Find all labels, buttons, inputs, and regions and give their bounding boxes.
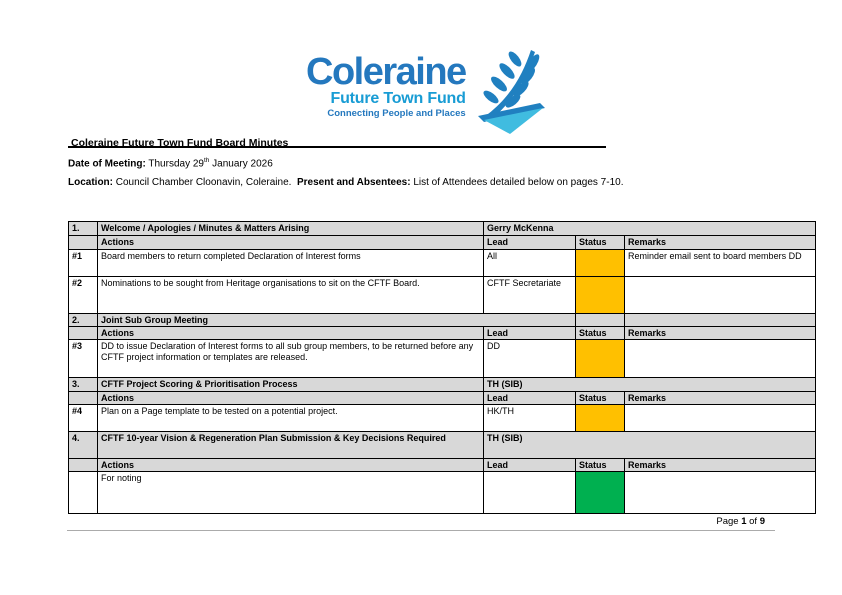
section-row-1 [69, 222, 816, 236]
item-lead: HK/TH [484, 405, 576, 432]
cftf-logo [306, 48, 552, 134]
section-lead: TH (SIB) [484, 432, 816, 459]
header-remarks: Remarks [625, 392, 816, 405]
header-remarks: Remarks [625, 459, 816, 472]
header-number-cell [69, 236, 98, 250]
header-actions: Actions [98, 392, 484, 405]
section-row-4 [69, 432, 816, 459]
column-header-row [69, 459, 816, 472]
item-action: Nominations to be sought from Heritage organisations to sit on the CFTF Board. [98, 277, 484, 314]
present-label: Present and Absentees: [296, 177, 411, 188]
section-row-2 [69, 314, 816, 327]
column-header-row [69, 392, 816, 405]
header-status: Status [576, 236, 625, 250]
page-number: 1 [741, 516, 747, 527]
item-lead: All [484, 250, 576, 277]
item-action: DD to issue Declaration of Interest forms to all sub group members, to be returned before any CFTF project information or templates are released. [98, 340, 484, 378]
item-status-cell [576, 472, 625, 514]
section-row-3 [69, 378, 816, 392]
item-action: Plan on a Page template to be tested on a potential project. [98, 405, 484, 432]
section-empty-remarks [625, 314, 816, 327]
leaf-swoosh-icon [470, 48, 552, 134]
action-item-row [69, 340, 816, 378]
location-value: Council Chamber Cloonavin, Coleraine. [113, 177, 297, 188]
date-value-rest: January 2026 [209, 158, 273, 170]
action-item-row [69, 405, 816, 432]
header-actions: Actions [98, 327, 484, 340]
page-prefix: Page [716, 516, 742, 527]
minutes-table [68, 221, 816, 514]
logo-tagline: Connecting People and Places [327, 107, 466, 119]
header-lead: Lead [484, 327, 576, 340]
item-lead [484, 472, 576, 514]
item-number: #4 [69, 405, 98, 432]
action-item-row [69, 250, 816, 277]
header-lead: Lead [484, 236, 576, 250]
item-remarks: Reminder email sent to board members DD [625, 250, 816, 277]
date-value: Thursday 29 [145, 158, 204, 170]
item-action: Board members to return completed Declaration of Interest forms [98, 250, 484, 277]
item-remarks [625, 405, 816, 432]
item-lead: DD [484, 340, 576, 378]
date-label: Date of Meeting: [68, 158, 146, 170]
item-remarks [625, 340, 816, 378]
column-header-row [69, 236, 816, 250]
section-lead: Gerry McKenna [484, 222, 816, 236]
header-actions: Actions [98, 236, 484, 250]
footer-rule [67, 530, 775, 531]
header-status: Status [576, 327, 625, 340]
item-status-cell [576, 405, 625, 432]
title-rule [68, 133, 606, 148]
item-status-cell [576, 340, 625, 378]
header-lead: Lead [484, 392, 576, 405]
header-status: Status [576, 459, 625, 472]
section-number: 2. [69, 314, 98, 327]
logo-title: Coleraine [306, 51, 466, 93]
section-lead: TH (SIB) [484, 378, 816, 392]
header-status: Status [576, 392, 625, 405]
header-lead: Lead [484, 459, 576, 472]
action-item-row [69, 277, 816, 314]
page-of: of [746, 516, 760, 527]
section-number: 1. [69, 222, 98, 236]
item-remarks [625, 277, 816, 314]
date-of-meeting-line [68, 155, 798, 170]
header-remarks: Remarks [625, 327, 816, 340]
section-empty-status [576, 314, 625, 327]
logo-text-block [306, 48, 466, 119]
page-total: 9 [759, 516, 765, 527]
location-line [68, 177, 798, 189]
section-title: CFTF Project Scoring & Prioritisation Process [98, 378, 484, 392]
section-title: CFTF 10-year Vision & Regeneration Plan Submission & Key Decisions Required [98, 432, 484, 459]
header-number-cell [69, 392, 98, 405]
item-status-cell [576, 250, 625, 277]
item-action: For noting [98, 472, 484, 514]
section-number: 3. [69, 378, 98, 392]
document-title: Coleraine Future Town Fund Board Minutes [71, 137, 289, 149]
item-status-cell [576, 277, 625, 314]
present-value: List of Attendees detailed below on pages 7-10. [410, 177, 624, 188]
header-number-cell [69, 459, 98, 472]
header-actions: Actions [98, 459, 484, 472]
section-number: 4. [69, 432, 98, 459]
item-remarks [625, 472, 816, 514]
header-number-cell [69, 327, 98, 340]
page-number-footer [68, 516, 765, 527]
item-number: #1 [69, 250, 98, 277]
item-number [69, 472, 98, 514]
column-header-row [69, 327, 816, 340]
item-number: #3 [69, 340, 98, 378]
section-title: Welcome / Apologies / Minutes & Matters Arising [98, 222, 484, 236]
logo-subtitle: Future Town Fund [330, 90, 466, 108]
date-ordinal: th [203, 157, 210, 164]
location-label: Location: [68, 177, 113, 188]
header-remarks: Remarks [625, 236, 816, 250]
item-number: #2 [69, 277, 98, 314]
item-lead: CFTF Secretariate [484, 277, 576, 314]
section-title: Joint Sub Group Meeting [98, 314, 576, 327]
action-item-row [69, 472, 816, 514]
